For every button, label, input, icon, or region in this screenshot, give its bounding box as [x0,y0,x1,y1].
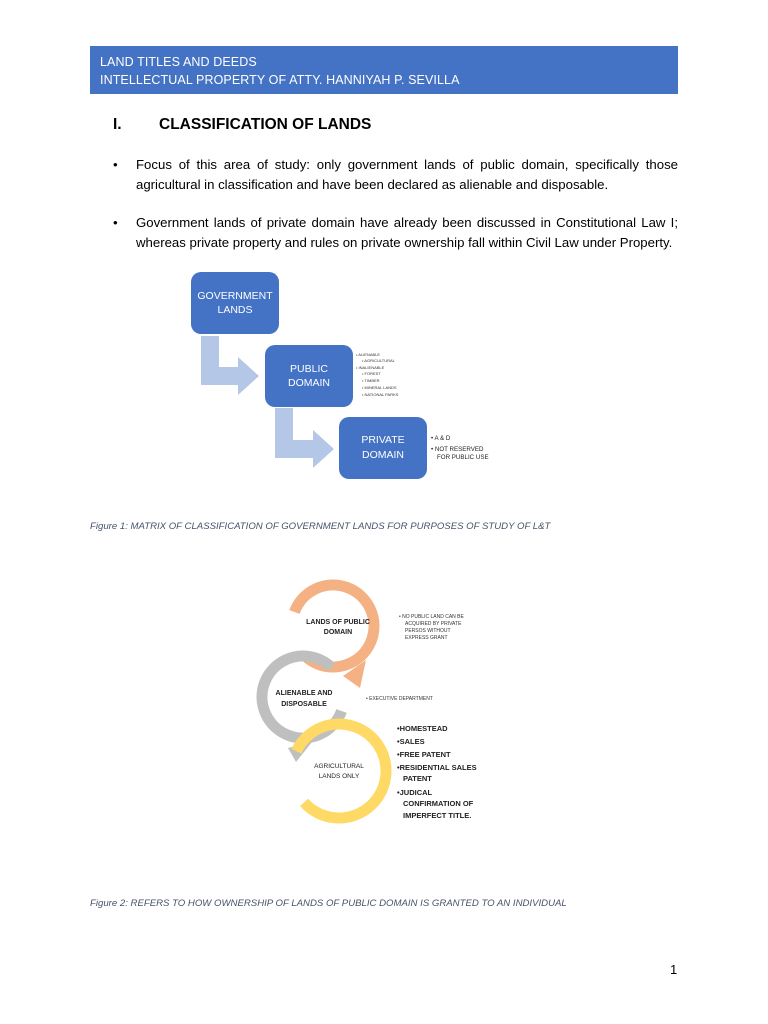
mode-item: •HOMESTEAD [397,724,448,733]
public-note: • TIMBER [362,378,380,383]
private-note: FOR PUBLIC USE [437,454,489,461]
header-subtitle: INTELLECTUAL PROPERTY OF ATTY. HANNIYAH P. SEVILLA [100,73,460,87]
cycle-label: LANDS OF PUBLIC [306,619,370,626]
mode-item: •RESIDENTIAL SALES [397,763,477,772]
private-note: • A & D [431,435,451,442]
cycle-label: ALIENABLE AND [275,690,333,697]
figure2-diagram [0,560,768,850]
header-title: LAND TITLES AND DEEDS [100,55,257,69]
section-title: CLASSIFICATION OF LANDS [159,116,372,133]
bent-arrow-icon [201,336,259,395]
private-domain-label: PRIVATE [361,434,405,446]
government-lands-label: GOVERNMENT [197,290,273,302]
cycle-label: DISPOSABLE [281,701,327,708]
public-note: • FOREST [362,371,381,376]
public-note: • AGRICULTURAL [362,358,395,363]
note-item: • NO PUBLIC LAND CAN BE [399,614,464,620]
bullet-dot-icon: • [113,215,118,230]
public-note: • INALIENABLE [356,365,385,370]
private-domain-label: DOMAIN [362,449,404,461]
mode-item: •JUDICAL [397,788,433,797]
note-item: PERSOS WITHOUT [405,628,451,634]
bullet-text: Focus of this area of study: only government lands of public domain, specifically those agricultural in classification and have been declared as alienable and disposable. [136,157,678,192]
bullet-text: Government lands of private domain have already been discussed in Constitutional Law I; whereas private property and rules on private ownership fall within Civil Law under Property. [136,215,678,250]
cycle-label: AGRICULTURAL [314,763,364,770]
cycle-label: LANDS ONLY [318,773,360,780]
page-number: 1 [670,962,678,977]
public-domain-box [265,345,353,407]
public-domain-label: PUBLIC [290,363,328,375]
note-item: EXPRESS GRANT [405,635,448,641]
section-number: I. [113,116,122,133]
cycle-arc-yellow [277,709,402,834]
mode-item: •SALES [397,737,425,746]
note-item: • EXECUTIVE DEPARTMENT [366,696,433,702]
mode-item: IMPERFECT TITLE. [403,811,472,820]
bent-arrow-icon [275,408,334,468]
mode-item: PATENT [403,774,432,783]
public-note: • NATIONAL PARKS [362,392,399,397]
figure1-caption: Figure 1: MATRIX OF CLASSIFICATION OF GOVERNMENT LANDS FOR PURPOSES OF STUDY OF L&T [90,521,551,532]
public-note: • ALIENABLE [356,352,381,357]
mode-item: CONFIRMATION OF [403,799,474,808]
figure2-caption: Figure 2: REFERS TO HOW OWNERSHIP OF LANDS OF PUBLIC DOMAIN IS GRANTED TO AN INDIVIDUAL [90,898,567,909]
cycle-label: DOMAIN [323,629,353,636]
government-lands-box [191,272,279,334]
public-domain-label: DOMAIN [288,377,330,389]
note-item: ACQUIRED BY PRIVATE [405,621,462,627]
private-domain-box [339,417,427,479]
mode-item: •FREE PATENT [397,750,451,759]
public-note: • MINERAL LANDS [362,385,397,390]
private-note: • NOT RESERVED [431,446,484,453]
government-lands-label: LANDS [217,304,253,316]
bullet-dot-icon: • [113,157,118,172]
